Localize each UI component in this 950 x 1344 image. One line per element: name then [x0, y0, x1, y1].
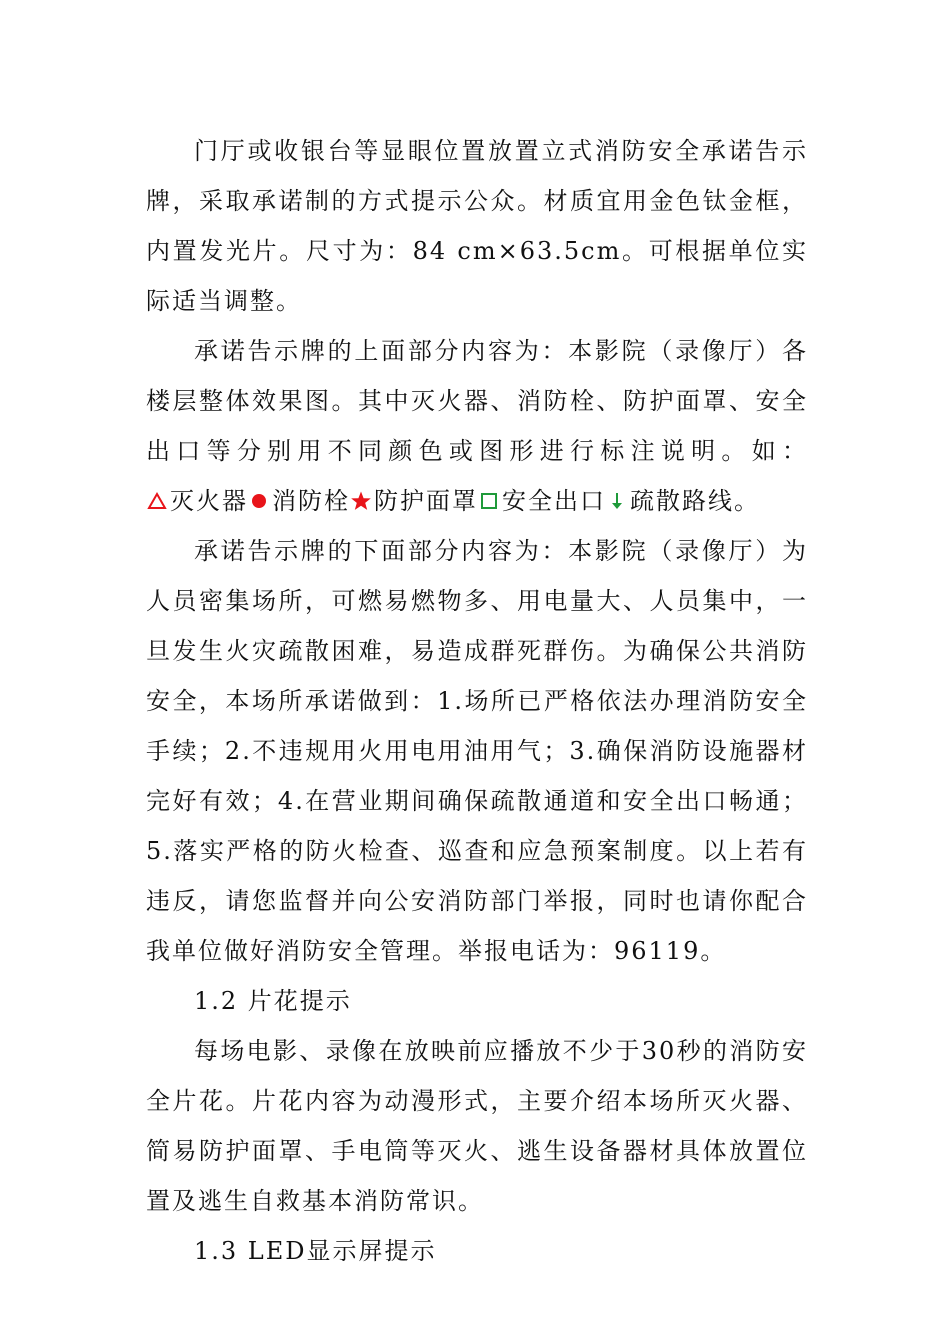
star-icon: [350, 490, 372, 512]
legend-exit-label: 安全出口: [502, 487, 606, 515]
down-arrow-icon: [606, 490, 628, 512]
legend-extinguisher-label: 灭火器: [170, 487, 248, 515]
legend-mask: [350, 487, 478, 515]
section-heading-led: 1.3 LED显示屏提示: [194, 1237, 437, 1265]
section-heading-trailer: 1.2 片花提示: [194, 987, 352, 1015]
document-page: [146, 126, 808, 1276]
paragraph-signboard-upper: [146, 326, 808, 526]
paragraph-signboard-placement: 门厅或收银台等显眼位置放置立式消防安全承诺告示牌，采取承诺制的方式提示公众。材质宜用金色钛金框，内置发光片。尺寸为：84 cm×63.5cm。可根据单位实际适当调整。: [146, 137, 808, 315]
paragraph-signboard-upper-text: 承诺告示牌的上面部分内容为：本影院（录像厅）各楼层整体效果图。其中灭火器、消防栓、防护面罩、安全出口等分别用不同颜色或图形进行标注说明。如：: [146, 337, 808, 465]
legend-end-punctuation: 。: [734, 487, 760, 515]
filled-circle-icon: [248, 490, 270, 512]
legend-route: [606, 487, 734, 515]
square-outline-icon: [478, 490, 500, 512]
paragraph-signboard-lower: 承诺告示牌的下面部分内容为：本影院（录像厅）为人员密集场所，可燃易燃物多、用电量大、人员集中，一旦发生火灾疏散困难，易造成群死群伤。为确保公共消防安全，本场所承诺做到：1.场所已严格依法办理消防安全手续；2.不违规用火用电用油用气；3.确保消防设施器材完好有效；4.在营业期间确保疏散通道和安全出口畅通；5.落实严格的防火检查、巡查和应急预案制度。以上若有违反，请您监督并向公安消防部门举报，同时也请你配合我单位做好消防安全管理。举报电话为：96119。: [146, 537, 808, 965]
paragraph-trailer: 每场电影、录像在放映前应播放不少于30秒的消防安全片花。片花内容为动漫形式，主要介绍本场所灭火器、简易防护面罩、手电筒等灭火、逃生设备器材具体放置位置及逃生自救基本消防常识。: [146, 1037, 808, 1215]
legend-route-label: 疏散路线: [630, 487, 734, 515]
legend-hydrant-label: 消防栓: [272, 487, 350, 515]
legend-hydrant: [248, 487, 350, 515]
legend-mask-label: 防护面罩: [374, 487, 478, 515]
triangle-outline-icon: [146, 490, 168, 512]
legend-exit: [478, 487, 606, 515]
legend-extinguisher: [146, 487, 248, 515]
